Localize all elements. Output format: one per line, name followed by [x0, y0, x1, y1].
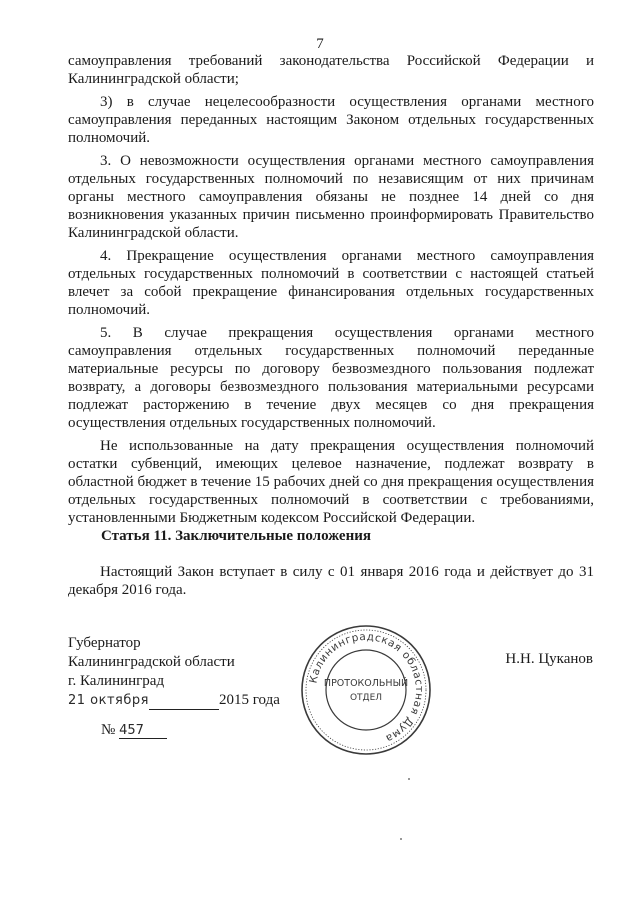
governor-name: Н.Н. Цуканов: [505, 651, 593, 667]
seal-ring-text: Калининградская областная Дума: [307, 630, 426, 745]
paragraph: 3. О невозможности осуществления органами местного самоуправления отдельных государственных полномочий по независящим от них причинам органы местного самоуправления обязаны не позднее 14 дней со дня возникновения указанных причин письменно проинформировать Правительство Калининградской области.: [68, 153, 594, 241]
signer-title-line1: Губернатор: [68, 635, 141, 651]
seal-outer-ring: [302, 626, 430, 754]
signer-title-line2: Калининградской области: [68, 654, 235, 670]
date-underline: [149, 695, 219, 710]
paragraph: самоуправления требований законодательства Российской Федерации и Калининградской области;: [68, 53, 594, 87]
number-label: №: [101, 722, 116, 738]
article-heading: Статья 11. Заключительные положения: [101, 528, 371, 544]
number-value: 457: [119, 723, 167, 739]
paragraph: 5. В случае прекращения осуществления органами местного самоуправления отдельных государственных полномочий переданные материальные ресурсы по договору безвозмездного пользования подлежат возврату, а договоры безвозмездного пользования материальными ресурсами подлежат расторжению в течение двух месяцев со дня прекращения осуществления отдельных государственных полномочий.: [68, 325, 594, 431]
law-number: [101, 722, 167, 739]
page-number: 7: [316, 36, 324, 52]
paragraph: 4. Прекращение осуществления органами местного самоуправления отдельных государственных полномочий в соответствии с настоящей статьей влечет за собой прекращение финансирования отдельных государственных полномочий.: [68, 248, 594, 318]
official-seal: [298, 622, 434, 758]
paragraph: 3) в случае нецелесообразности осуществления органами местного самоуправления переданных настоящим Законом отдельных государственных полномочий.: [68, 94, 594, 146]
signing-date: [68, 691, 280, 710]
handwritten-date: 21 октября: [68, 693, 149, 708]
date-suffix: 2015 года: [218, 692, 280, 708]
signature-block: [68, 634, 280, 710]
seal-dotted-ring: [306, 630, 426, 750]
paragraph: Не использованные на дату прекращения осуществления полномочий остатки субвенций, имеющих целевое назначение, подлежат возврату в областной бюджет в течение 15 рабочих дней со дня прекращения осуществления отдельных государственных полномочий в соответствии с требованиями, установленными Бюджетным кодексом Российской Федерации.: [68, 438, 594, 526]
scan-speck: [408, 778, 410, 780]
final-paragraph: Настоящий Закон вступает в силу с 01 января 2016 года и действует до 31 декабря 2016 года.: [68, 564, 594, 598]
seal-center-line2: ОТДЕЛ: [349, 693, 383, 703]
scan-speck: [400, 838, 402, 840]
signing-city: г. Калининград: [68, 673, 165, 689]
body-text: [68, 52, 594, 532]
seal-center-line1: ПРОТОКОЛЬНЫЙ: [323, 678, 409, 689]
